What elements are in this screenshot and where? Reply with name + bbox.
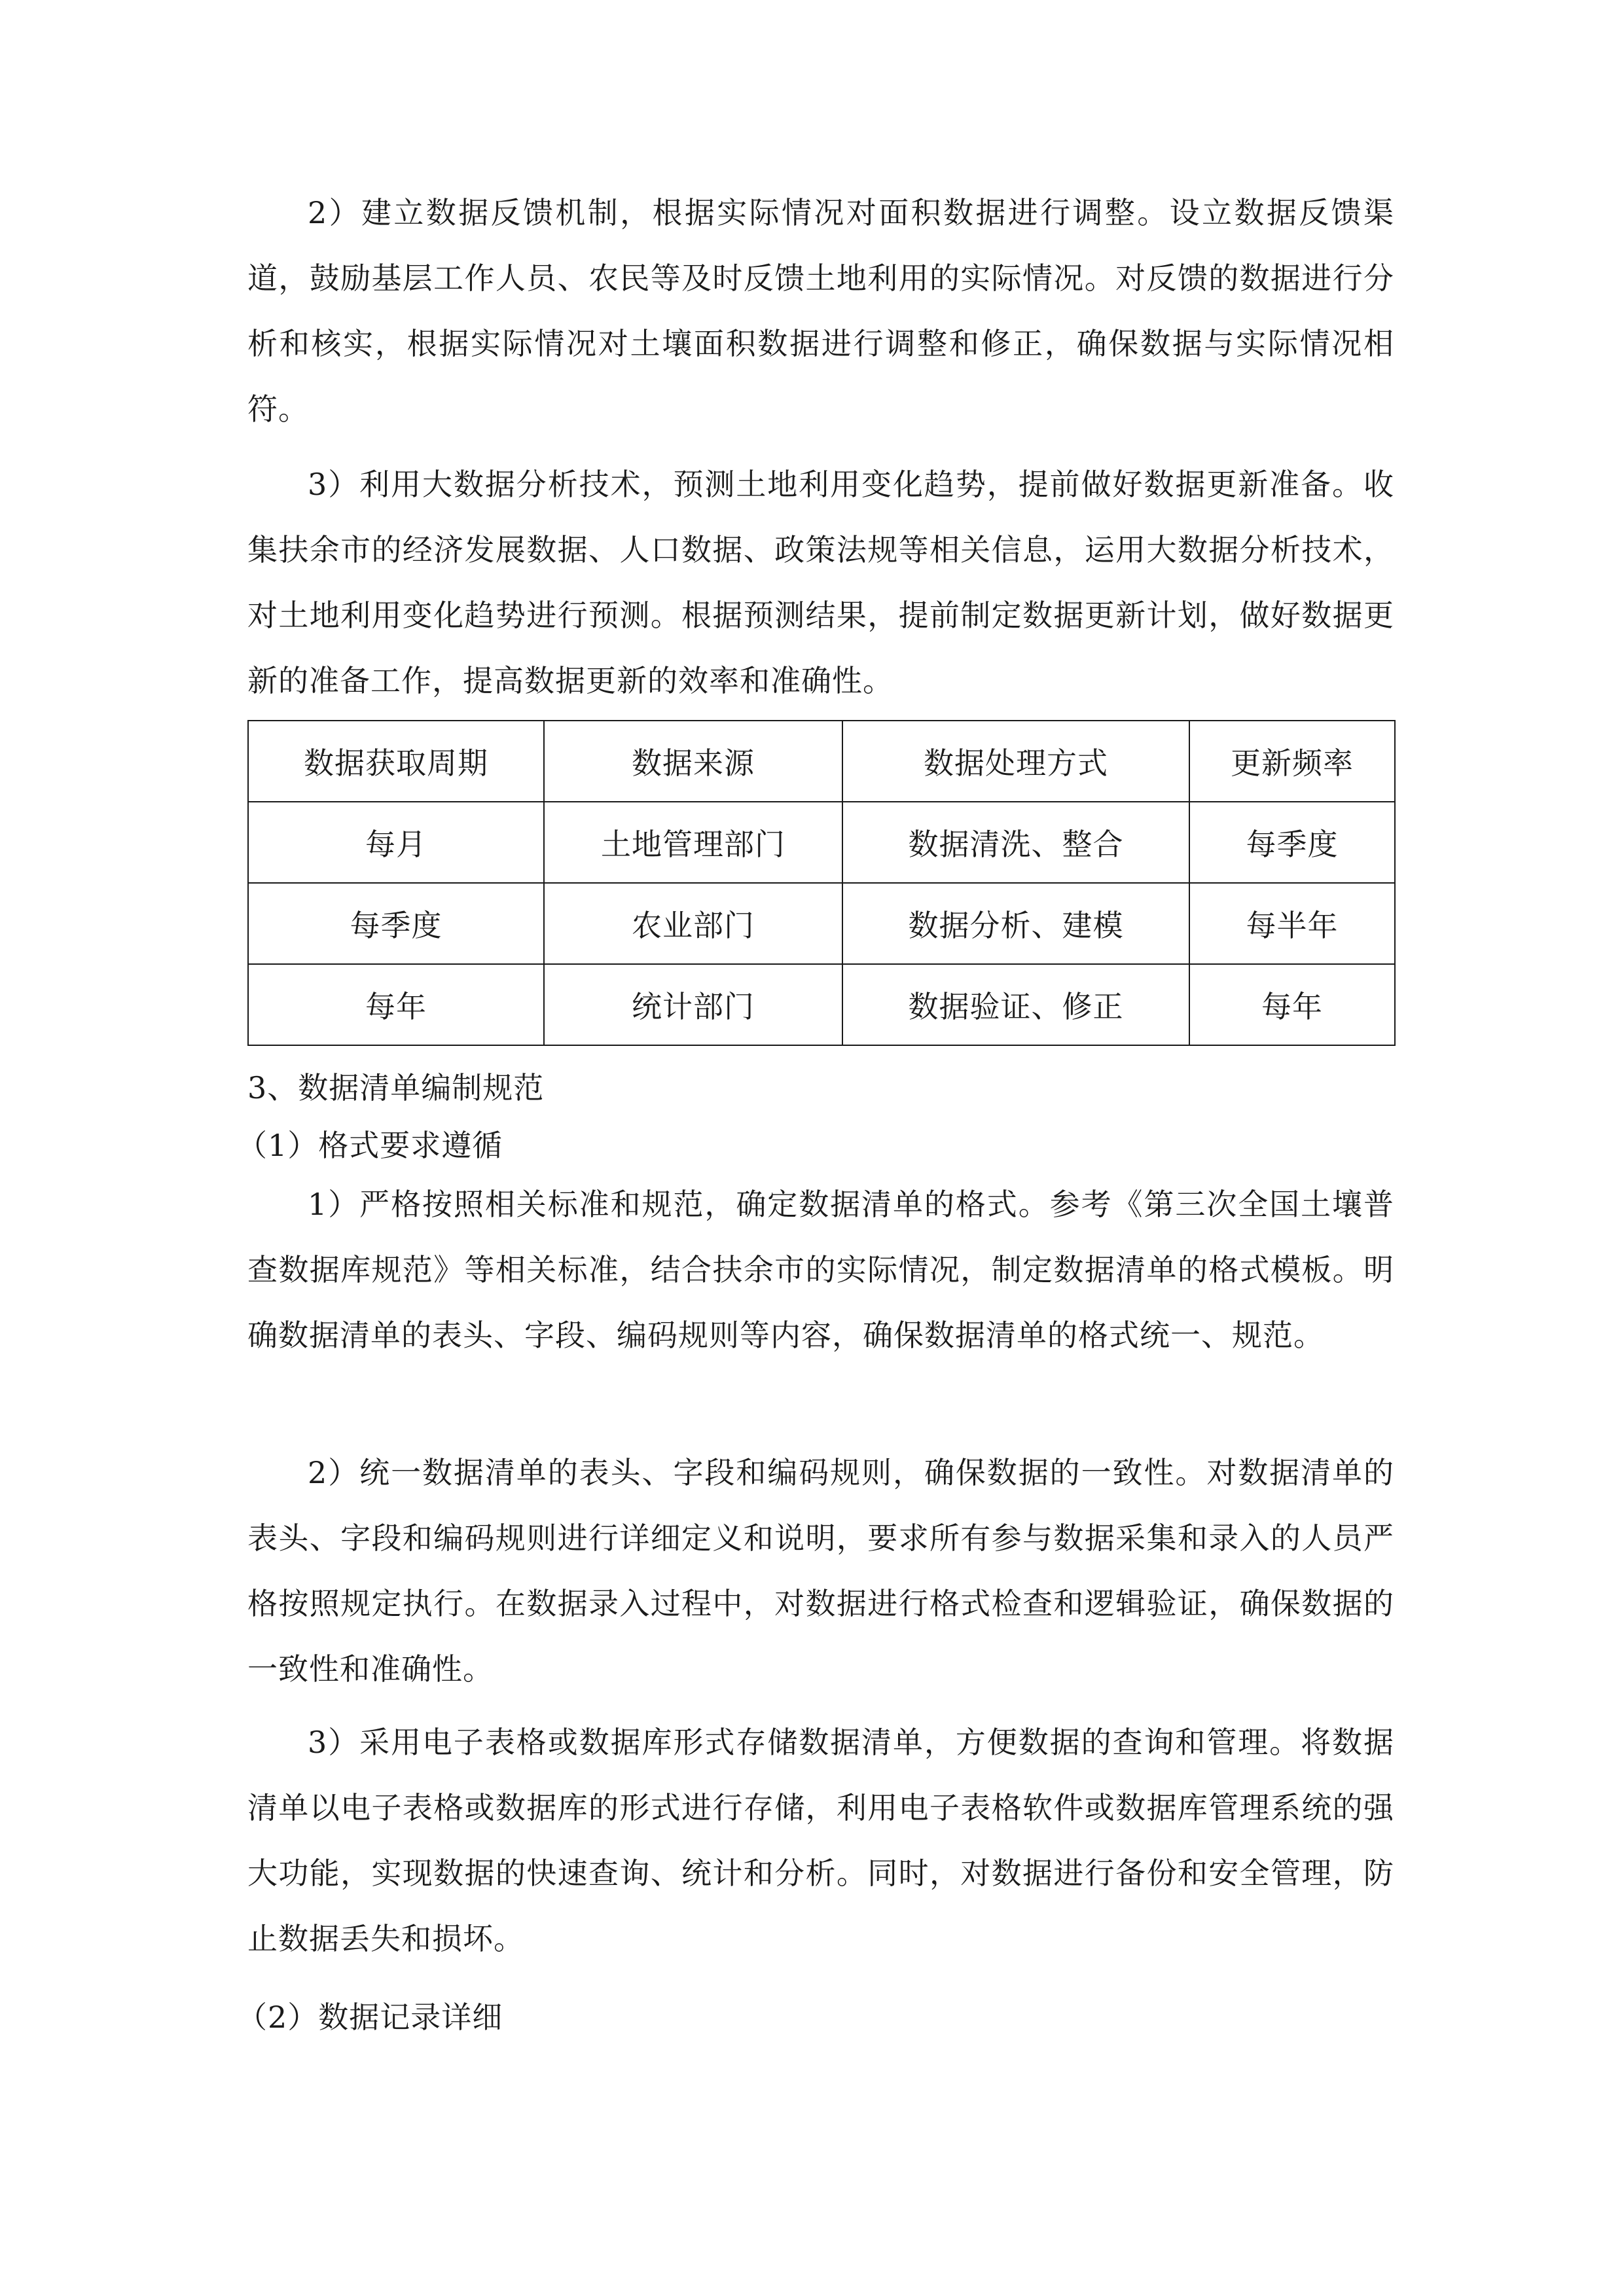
- table-header-cell: 数据获取周期: [248, 721, 544, 802]
- table-row: [248, 964, 1395, 1045]
- table-cell: 每季度: [1189, 802, 1395, 883]
- table-cell: 每季度: [248, 883, 544, 964]
- table-cell: 土地管理部门: [544, 802, 842, 883]
- table-cell: 每年: [248, 964, 544, 1045]
- paragraph-storage: 3）采用电子表格或数据库形式存储数据清单，方便数据的查询和管理。将数据清单以电子表格或数据库的形式进行存储，利用电子表格软件或数据库管理系统的强大功能，实现数据的快速查询、统计和分析。同时，对数据进行备份和安全管理，防止数据丢失和损坏。: [247, 1725, 1394, 1956]
- paragraph-data-feedback: 2）建立数据反馈机制，根据实际情况对面积数据进行调整。设立数据反馈渠道，鼓励基层工作人员、农民等及时反馈土地利用的实际情况。对反馈的数据进行分析和核实，根据实际情况对土壤面积数据进行调整和修正，确保数据与实际情况相符。: [247, 195, 1394, 427]
- paragraph-unified-fields: 2）统一数据清单的表头、字段和编码规则，确保数据的一致性。对数据清单的表头、字段和编码规则进行详细定义和说明，要求所有参与数据采集和录入的人员严格按照规定执行。在数据录入过程中，对数据进行格式检查和逻辑验证，确保数据的一致性和准确性。: [247, 1455, 1394, 1687]
- table-header-cell: 数据处理方式: [842, 721, 1189, 802]
- data-update-table: [247, 720, 1396, 1046]
- subsection-heading: （1）格式要求遵循: [237, 1128, 503, 1163]
- subsection-heading: （2）数据记录详细: [237, 2000, 503, 2035]
- table-cell: 每年: [1189, 964, 1395, 1045]
- table-header-cell: 数据来源: [544, 721, 842, 802]
- table-cell: 数据验证、修正: [842, 964, 1189, 1045]
- table-row: [248, 802, 1395, 883]
- table-cell: 农业部门: [544, 883, 842, 964]
- table-cell: 数据清洗、整合: [842, 802, 1189, 883]
- paragraph-format-standard: 1）严格按照相关标准和规范，确定数据清单的格式。参考《第三次全国土壤普查数据库规范》等相关标准，结合扶余市的实际情况，制定数据清单的格式模板。明确数据清单的表头、字段、编码规则等内容，确保数据清单的格式统一、规范。: [247, 1187, 1394, 1353]
- table-cell: 每半年: [1189, 883, 1395, 964]
- table-row: [248, 883, 1395, 964]
- paragraph-big-data-prediction: 3）利用大数据分析技术，预测土地利用变化趋势，提前做好数据更新准备。收集扶余市的经济发展数据、人口数据、政策法规等相关信息，运用大数据分析技术，对土地利用变化趋势进行预测。根据预测结果，提前制定数据更新计划，做好数据更新的准备工作，提高数据更新的效率和准确性。: [247, 467, 1394, 698]
- table-header-cell: 更新频率: [1189, 721, 1395, 802]
- table-cell: 统计部门: [544, 964, 842, 1045]
- table-cell: 数据分析、建模: [842, 883, 1189, 964]
- section-heading: 3、数据清单编制规范: [247, 1070, 545, 1105]
- table-header-row: [248, 721, 1395, 802]
- table-cell: 每月: [248, 802, 544, 883]
